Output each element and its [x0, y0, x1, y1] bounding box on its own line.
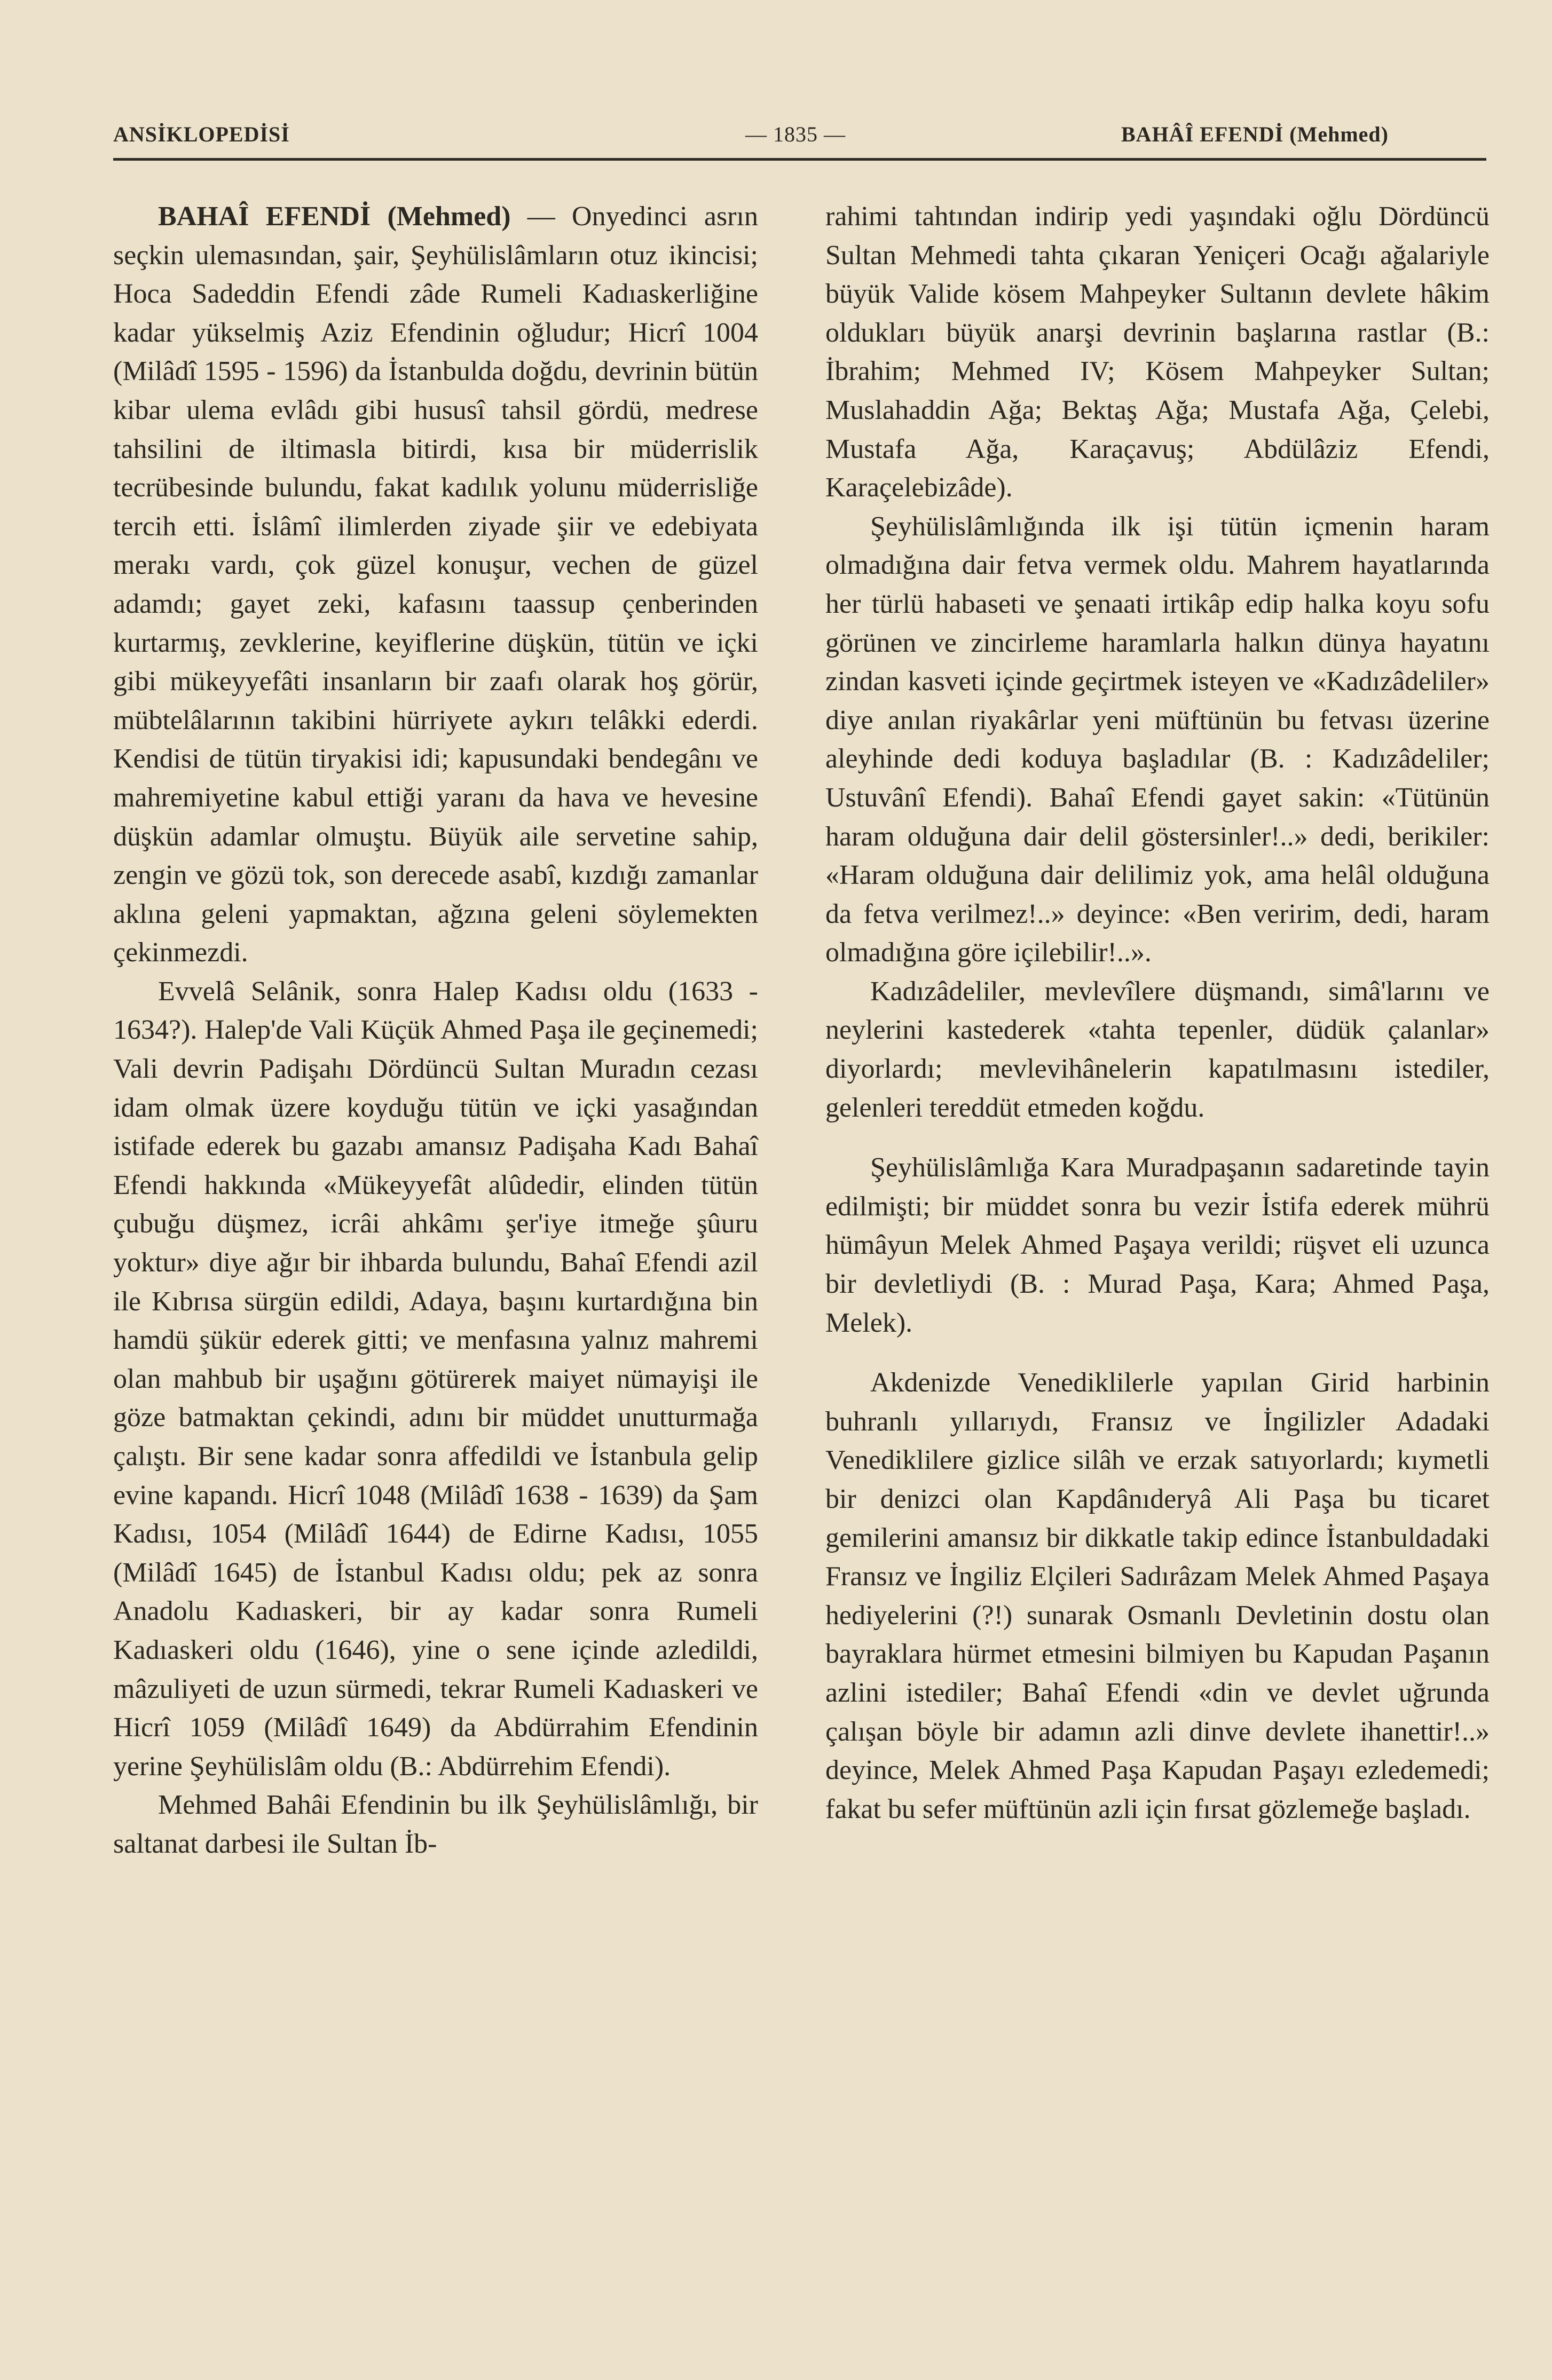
paragraph: Mehmed Bahâi Efendinin bu ilk Şeyhülislâmlığı, bir saltanat darbesi ile Sultan İb-: [113, 1790, 758, 1859]
paragraph: Şeyhülislâmlığa Kara Muradpaşanın sadaretinde tayin edilmişti; bir müddet sonra bu vezir İstifa ederek mührü hümâyun Melek Ahmed Paşaya verildi; rüşvet eli uzunca bir devletliydi (B. : Murad Paşa, Kara; Ahmed Paşa, Melek).: [825, 1152, 1490, 1338]
paragraph-text: — Onyedinci asrın seçkin ulemasından, şair, Şeyhülislâmların otuz ikincisi; Hoca Sadeddin Efendi zâde Rumeli Kadıaskerliğine kadar yükselmiş Aziz Efendinin oğludur; Hicrî 1004 (Milâdî 1595 - 1596) da İstanbulda doğdu, devrinin bütün kibar ulema evlâdı gibi hususî tahsil gördü, medrese tahsilini de iltimasla bitirdi, kısa bir müderrislik tecrübesinde bulundu, fakat kadılık yolunu müderrisliğe tercih etti. İslâmî ilimlerden ziyade şiir ve edebiyata merakı vardı, çok güzel konuşur, vechen de güzel adamdı; gayet zeki, kafasını taassup çenberinden kurtarmış, zevklerine, keyiflerine düşkün, tütün ve içki gibi mükeyyefâti insanların bir zaafı olarak hoş görür, mübtelâlarının takibini hürriyete aykırı telâkki ederdi. Kendisi de tütün tiryakisi idi; kapusundaki bendegânı ve mahremiyetine kabul ettiği yaranı da hava ve hevesine düşkün adamlar olmuştu. Büyük aile servetine sahip, zengin ve gözü tok, son derecede asabî, kızdığı zamanlar aklına geleni yapmaktan, ağzına geleni söylemekten çekinmezdi.: [113, 201, 758, 968]
running-head-right: BAHÂÎ EFENDİ (Mehmed): [1121, 122, 1389, 146]
right-column: [825, 197, 1490, 1829]
paragraph: Akdenizde Venediklilerle yapılan Girid harbinin buhranlı yıllarıydı, Fransız ve İngilizler Adadaki Venediklilere gizlice silâh ve erzak satıyorlardı; kıymetli bir denizci olan Kapdânıderyâ Ali Paşa bu ticaret gemilerini amansız bir dikkatle takip edince İstanbuldadaki Fransız ve İngiliz Elçileri Sadırâzam Melek Ahmed Paşaya hediyelerini (?!) sunarak Osmanlı Devletinin dostu olan bayraklara hürmet etmesini bilmiyen bu Kapudan Paşanın azlini istediler; Bahaî Efendi «din ve devlet uğrunda çalışan böyle bir adamın azli dinve devlete ihanettir!..» deyince, Melek Ahmed Paşa Kapudan Paşayı ezledemedi; fakat bu sefer müftünün azli için fırsat gözlemeğe başladı.: [825, 1367, 1490, 1824]
paragraph: Kadızâdeliler, mevlevîlere düşmandı, simâ'larını ve neylerini kastederek «tahta tepenler, düdük çalanlar» diyorlardı; mevlevihânelerin kapatılmasını istediler, gelenleri tereddüt etmeden koğdu.: [825, 976, 1490, 1123]
header-rule: [113, 158, 1486, 161]
paragraph: Evvelâ Selânik, sonra Halep Kadısı oldu (1633 - 1634?). Halep'de Vali Küçük Ahmed Paşa ile geçinemedi; Vali devrin Padişahı Dördüncü Sultan Muradın cezası idam olmak üzere koyduğu tütün ve içki yasağından istifade ederek bu gazabı amansız Padişaha Kadı Bahaî Efendi hakkında «Mükeyyefât alûdedir, elinden tütün çubuğu düşmez, icrâi ahkâmı şer'iye itmeğe şûuru yoktur» diye ağır bir ihbarda bulundu, Bahaî Efendi azil ile Kıbrısa sürgün edildi, Adaya, başını kurtardığına bin hamdü şükür ederek gitti; ve menfasına yalnız mahremi olan mahbub bir uşağını götürerek maiyet nümayişi ile göze batmaktan çekindi, adını bir müddet unutturmağa çalıştı. Bir sene kadar sonra affedildi ve İstanbula gelip evine kapandı. Hicrî 1048 (Milâdî 1638 - 1639) da Şam Kadısı, 1054 (Milâdî 1644) de Edirne Kadısı, 1055 (Milâdî 1645) de İstanbul Kadısı oldu; pek az sonra Anadolu Kadıaskeri, bir ay kadar sonra Rumeli Kadıaskeri oldu (1646), yine o sene içinde azledildi, mâzuliyeti de uzun sürmedi, tekrar Rumeli Kadıaskeri ve Hicrî 1059 (Milâdî 1649) da Abdürrahim Efendinin yerine Şeyhülislâm oldu (B.: Abdürrehim Efendi).: [113, 976, 758, 1782]
page-number: — 1835 —: [745, 122, 846, 146]
headword: BAHAÎ EFENDİ (Mehmed): [158, 201, 511, 232]
paragraph: rahimi tahtından indirip yedi yaşındaki oğlu Dördüncü Sultan Mehmedi tahta çıkaran Yeniçeri Ocağı ağalariyle büyük Valide kösem Mahpeyker Sultanın devlete hâkim oldukları büyük anarşi devrinin başlarına rastlar (B.: İbrahim; Mehmed IV; Kösem Mahpeyker Sultan; Muslahaddin Ağa; Bektaş Ağa; Mustafa Ağa, Çelebi, Mustafa Ağa, Karaçavuş; Abdülâziz Efendi, Karaçelebizâde).: [825, 201, 1490, 503]
left-column: [113, 197, 758, 1864]
paragraph: Şeyhülislâmlığında ilk işi tütün içmenin haram olmadığına dair fetva vermek oldu. Mahrem hayatlarında her türlü habaseti ve şenaati irtikâp edip halka koyu sofu görünen ve zincirleme haramlarla halkın dünya hayatını zindan kasveti içinde geçirtmek isteyen ve «Kadızâdeliler» diye anılan riyakârlar yeni müftünün bu fetvası üzerine aleyhinde dedi koduya başladılar (B. : Kadızâdeliler; Ustuvânî Efendi). Bahaî Efendi gayet sakin: «Tütünün haram olduğuna dair delil göstersinler!..» dedi, berikiler: «Haram olduğuna dair delilimiz yok, ama helâl olduğuna da fetva verilmez!..» deyince: «Ben veririm, dedi, haram olmadığına göre içilebilir!..».: [825, 511, 1490, 968]
paragraph: [113, 197, 758, 972]
running-head-left: ANSİKLOPEDİSİ: [113, 122, 290, 146]
